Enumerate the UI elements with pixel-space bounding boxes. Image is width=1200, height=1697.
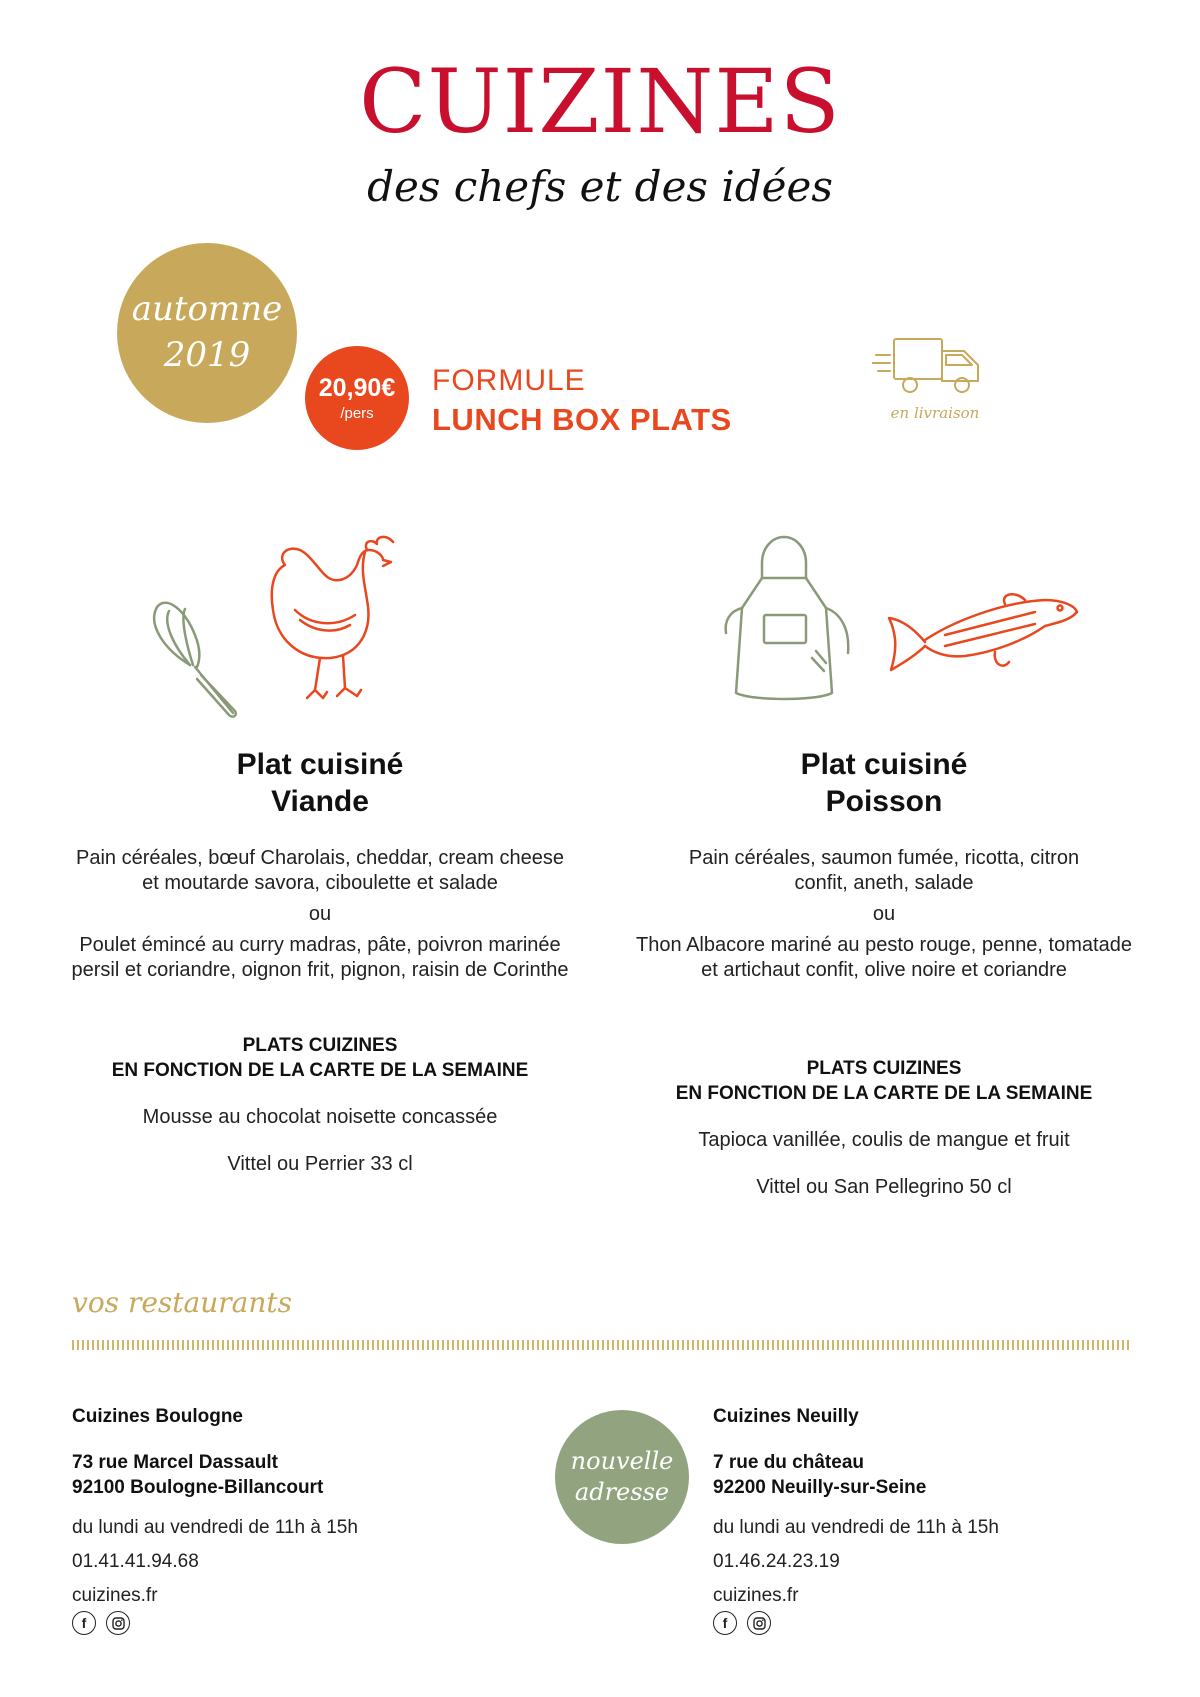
drink: Vittel ou San Pellegrino 50 cl: [756, 1176, 1012, 1198]
or-separator: ou: [872, 903, 896, 925]
menu-column-viande: [70, 746, 570, 1177]
dish-category: Poisson: [825, 785, 943, 818]
social-links: [72, 1611, 358, 1635]
price-unit: /pers: [340, 405, 374, 422]
phone-number[interactable]: 01.41.41.94.68: [72, 1551, 199, 1572]
dish-option-2: Poulet émincé au curry madras, pâte, poivron marinée persil et coriandre, oignon frit, pignon, raisin de Corinthe: [71, 934, 569, 981]
restaurant-neuilly: [713, 1406, 999, 1635]
opening-hours: du lundi au vendredi de 11h à 15h: [72, 1517, 358, 1538]
formule-name: LUNCH BOX PLATS: [432, 402, 732, 437]
restaurant-address: [713, 1450, 999, 1500]
whisk-icon: [145, 595, 240, 720]
hen-icon: [265, 530, 415, 710]
delivery-label: en livraison: [890, 404, 980, 422]
phone-number[interactable]: 01.46.24.23.19: [713, 1551, 840, 1572]
section-subtitle: EN FONCTION DE LA CARTE DE LA SEMAINE: [675, 1083, 1093, 1104]
dish-title: Plat cuisiné: [800, 748, 968, 781]
truck-icon: [872, 333, 992, 403]
restaurant-name: Cuizines Boulogne: [72, 1406, 243, 1427]
city: 92200 Neuilly-sur-Seine: [713, 1477, 927, 1498]
street: 7 rue du château: [713, 1452, 864, 1473]
dish-option-1: Pain céréales, saumon fumée, ricotta, citron confit, aneth, salade: [688, 847, 1080, 894]
dish-title: Plat cuisiné: [236, 748, 404, 781]
formule-label: FORMULE: [432, 364, 586, 397]
dotted-divider: [72, 1340, 1132, 1350]
drink: Vittel ou Perrier 33 cl: [227, 1153, 413, 1175]
apron-icon: [722, 533, 862, 703]
menu-column-poisson: [634, 746, 1134, 1200]
restaurants-heading: vos restaurants: [72, 1286, 292, 1319]
restaurant-boulogne: [72, 1406, 358, 1635]
facebook-icon[interactable]: f: [72, 1611, 96, 1635]
season-label: automne: [131, 289, 283, 330]
dish-option-2: Thon Albacore mariné au pesto rouge, penne, tomatade et artichaut confit, olive noire et coriandre: [636, 934, 1132, 981]
street: 73 rue Marcel Dassault: [72, 1452, 278, 1473]
dessert: Tapioca vanillée, coulis de mangue et fruit: [698, 1129, 1070, 1151]
section-subtitle: EN FONCTION DE LA CARTE DE LA SEMAINE: [111, 1060, 529, 1081]
instagram-icon[interactable]: [747, 1611, 771, 1635]
season-year: 2019: [163, 335, 251, 375]
restaurant-address: [72, 1450, 358, 1500]
dessert: Mousse au chocolat noisette concassée: [142, 1106, 498, 1128]
section-title: PLATS CUIZINES: [806, 1058, 962, 1079]
instagram-icon[interactable]: [106, 1611, 130, 1635]
new-badge-line1: nouvelle: [570, 1446, 674, 1475]
social-links: [713, 1611, 999, 1635]
tagline: des chefs et des idées: [367, 162, 833, 211]
facebook-icon[interactable]: f: [713, 1611, 737, 1635]
new-badge-line2: adresse: [574, 1478, 670, 1506]
opening-hours: du lundi au vendredi de 11h à 15h: [713, 1517, 999, 1538]
dish-category: Viande: [271, 785, 369, 818]
fish-icon: [885, 590, 1080, 685]
website-link[interactable]: cuizines.fr: [713, 1585, 799, 1606]
brand-logo: CUIZINES: [359, 50, 841, 153]
price-badge: [305, 346, 409, 450]
new-address-badge: [555, 1410, 689, 1544]
section-title: PLATS CUIZINES: [242, 1035, 398, 1056]
price-amount: 20,90€: [318, 374, 396, 402]
season-badge: [117, 243, 297, 423]
city: 92100 Boulogne-Billancourt: [72, 1477, 324, 1498]
website-link[interactable]: cuizines.fr: [72, 1585, 158, 1606]
restaurant-name: Cuizines Neuilly: [713, 1406, 859, 1427]
or-separator: ou: [308, 903, 332, 925]
dish-option-1: Pain céréales, bœuf Charolais, cheddar, cream cheese et moutarde savora, ciboulette et salade: [75, 847, 565, 894]
